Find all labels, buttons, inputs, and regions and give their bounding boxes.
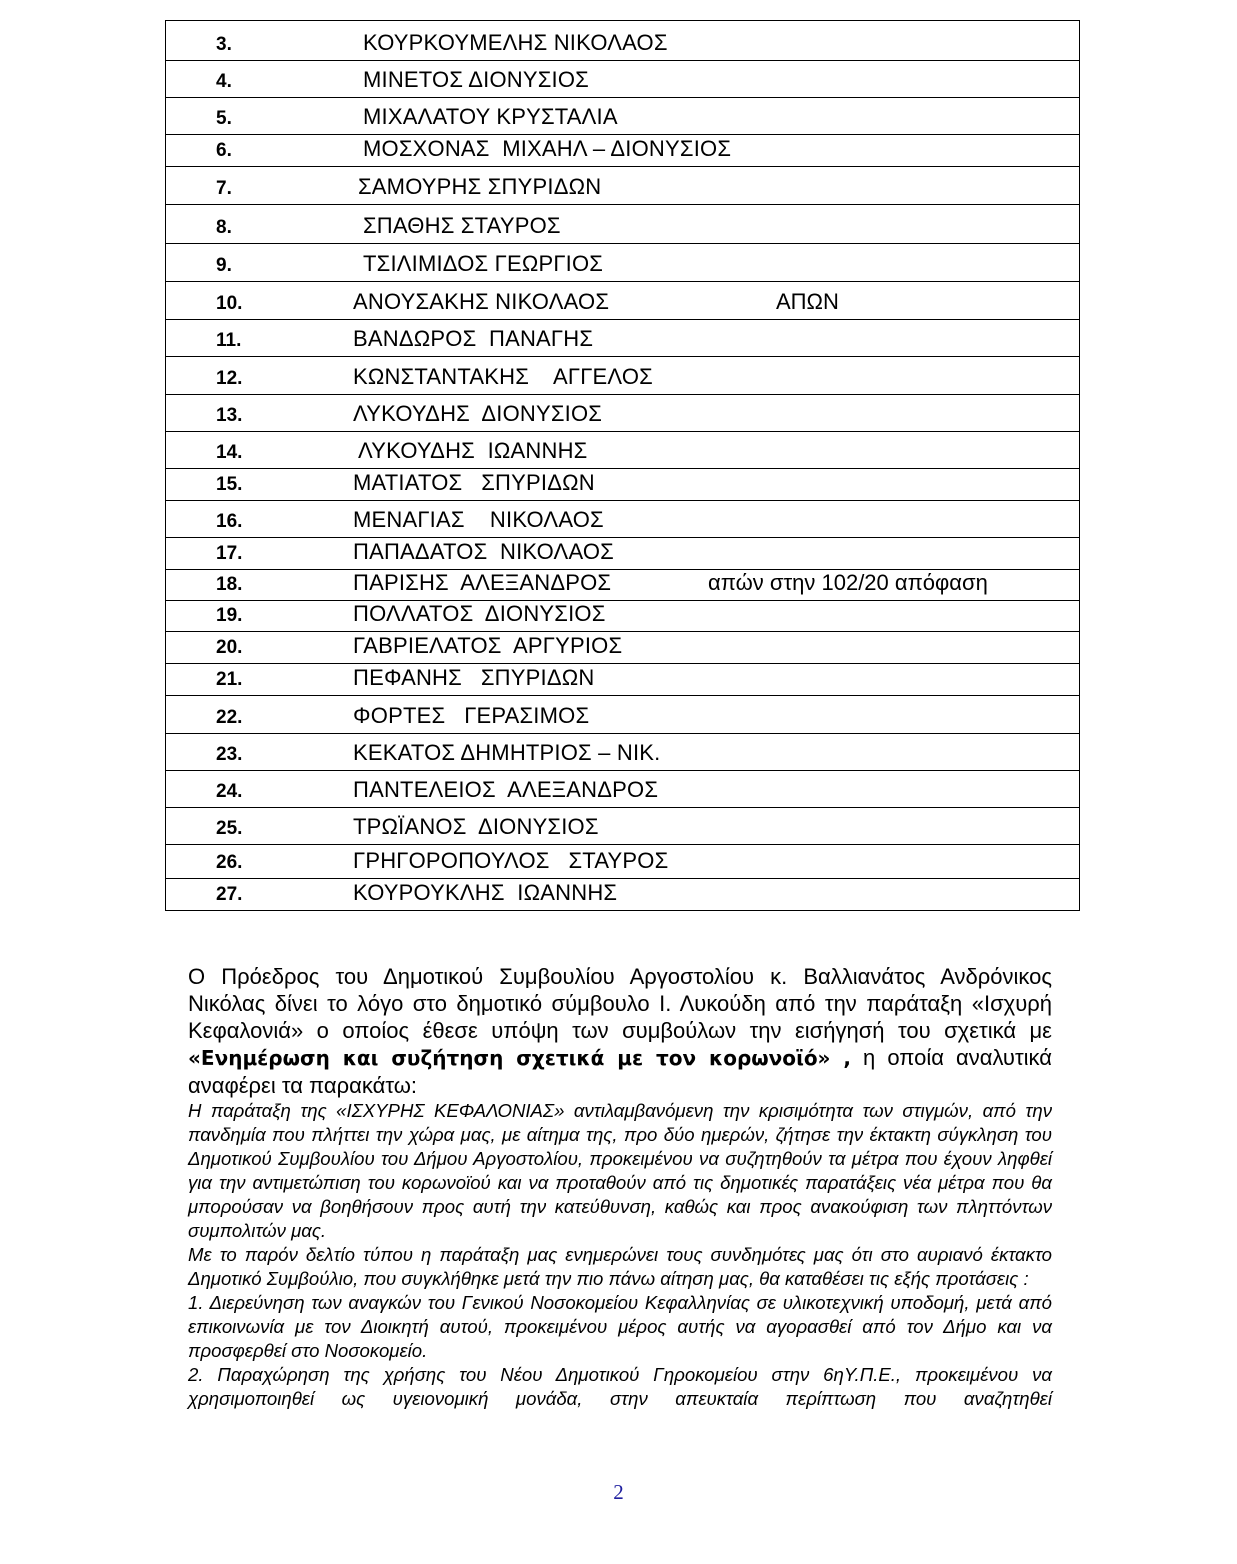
members-table — [165, 20, 1080, 911]
table-row — [166, 733, 1079, 770]
row-number: 20. — [216, 637, 243, 658]
table-row — [166, 807, 1079, 844]
row-number: 10. — [216, 293, 243, 314]
row-number: 4. — [216, 71, 232, 92]
row-number: 16. — [216, 511, 243, 532]
table-row — [166, 770, 1079, 807]
member-name: ΜΟΣΧΟΝΑΣ ΜΙΧΑΗΛ – ΔΙΟΝΥΣΙΟΣ — [363, 136, 732, 161]
table-row — [166, 21, 1079, 60]
member-name: ΚΕΚΑΤΟΣ ΔΗΜΗΤΡΙΟΣ – ΝΙΚ. — [353, 740, 661, 765]
table-row — [166, 431, 1079, 468]
member-name: ΛΥΚΟΥΔΗΣ ΙΩΑΝΝΗΣ — [358, 438, 588, 463]
member-name: ΠΑΝΤΕΛΕΙΟΣ ΑΛΕΞΑΝΔΡΟΣ — [353, 777, 659, 802]
row-number: 7. — [216, 178, 232, 199]
table-row — [166, 97, 1079, 134]
member-name: ΜΕΝΑΓΙΑΣ ΝΙΚΟΛΑΟΣ — [353, 507, 604, 532]
member-name: ΚΩΝΣΤΑΝΤΑΚΗΣ ΑΓΓΕΛΟΣ — [353, 364, 653, 389]
row-number: 19. — [216, 605, 243, 626]
page-number: 2 — [613, 1480, 624, 1504]
table-row — [166, 695, 1079, 733]
table-row — [166, 319, 1079, 356]
table-row — [166, 356, 1079, 394]
member-name: ΜΙΧΑΛΑΤΟΥ ΚΡΥΣΤΑΛΙΑ — [363, 104, 618, 129]
member-name: ΠΕΦΑΝΗΣ ΣΠΥΡΙΔΩΝ — [353, 665, 595, 690]
row-number: 27. — [216, 884, 243, 905]
table-row — [166, 631, 1079, 663]
member-name: ΤΡΩΪΑΝΟΣ ΔΙΟΝΥΣΙΟΣ — [353, 814, 599, 839]
table-row — [166, 60, 1079, 97]
row-number: 9. — [216, 255, 232, 276]
member-name: ΦΟΡΤΕΣ ΓΕΡΑΣΙΜΟΣ — [353, 703, 590, 728]
attendance-note: ΑΠΩΝ — [776, 289, 839, 314]
proposal-1: 1. Διερεύνηση των αναγκών του Γενικού Νοσοκομείου Κεφαλληνίας σε υλικοτεχνική υποδομή, μετά από επικοινωνία με τον Διοικητή αυτού, προκειμένου μέρος αυτής να αγορασθεί από τον Δήμο και να προσφερθεί στο Νοσοκομείο. — [188, 1292, 1052, 1361]
member-name: ΠΑΡΙΣΗΣ ΑΛΕΞΑΝΔΡΟΣ — [353, 570, 612, 595]
member-name: ΒΑΝΔΩΡΟΣ ΠΑΝΑΓΗΣ — [353, 326, 594, 351]
table-row — [166, 166, 1079, 204]
row-number: 14. — [216, 442, 243, 463]
intro-text-after: η οποία αναλυτικά αναφέρει τα παρακάτω: — [188, 1045, 1052, 1098]
member-name: ΠΑΠΑΔΑΤΟΣ ΝΙΚΟΛΑΟΣ — [353, 539, 614, 564]
body-text — [188, 963, 1052, 1411]
row-number: 26. — [216, 852, 243, 873]
row-number: 11. — [216, 330, 242, 351]
table-row — [166, 394, 1079, 431]
member-name: ΚΟΥΡΚΟΥΜΕΛΗΣ ΝΙΚΟΛΑΟΣ — [363, 30, 668, 55]
table-row — [166, 500, 1079, 537]
row-number: 18. — [216, 574, 243, 595]
row-number: 12. — [216, 368, 243, 389]
row-number: 23. — [216, 744, 243, 765]
table-row — [166, 569, 1079, 600]
attendance-note: απών στην 102/20 απόφαση — [708, 570, 988, 595]
table-row — [166, 537, 1079, 569]
member-name: ΚΟΥΡΟΥΚΛΗΣ ΙΩΑΝΝΗΣ — [353, 880, 618, 905]
member-name: ΣΠΑΘΗΣ ΣΤΑΥΡΟΣ — [363, 213, 561, 238]
table-row — [166, 204, 1079, 243]
member-name: ΜΙΝΕΤΟΣ ΔΙΟΝΥΣΙΟΣ — [363, 67, 589, 92]
table-row — [166, 468, 1079, 500]
row-number: 5. — [216, 108, 232, 129]
member-name: ΓΑΒΡΙΕΛΑΤΟΣ ΑΡΓΥΡΙΟΣ — [353, 633, 623, 658]
row-number: 13. — [216, 405, 243, 426]
member-name: ΤΣΙΛΙΜΙΔΟΣ ΓΕΩΡΓΙΟΣ — [363, 251, 604, 276]
row-number: 15. — [216, 474, 243, 495]
row-number: 3. — [216, 34, 232, 55]
row-number: 22. — [216, 707, 243, 728]
member-name: ΜΑΤΙΑΤΟΣ ΣΠΥΡΙΔΩΝ — [353, 470, 595, 495]
row-number: 24. — [216, 781, 243, 802]
row-number: 17. — [216, 543, 243, 564]
member-name: ΛΥΚΟΥΔΗΣ ΔΙΟΝΥΣΙΟΣ — [353, 401, 603, 426]
statement-paragraph: Η παράταξη της «ΙΣΧΥΡΗΣ ΚΕΦΑΛΟΝΙΑΣ» αντιλαμβανόμενη την κρισιμότητα των στιγμών, από την πανδημία που πλήττει την χώρα μας, με αίτημα της, προ δύο ημερών, ζήτησε την έκτακτη σύγκληση του Δημοτικού Συμβουλίου του Δήμου Αργοστολίου, προκειμένου να συζητηθούν τα μέτρα που έχουν ληφθεί για την αντιμετώπιση του κορωνοϊού και να προταθούν από τις δημοτικές παρατάξεις νέα μέτρα που θα μπορούσαν να βοηθήσουν προς αυτή την κατεύθυνση, καθώς και προς ανακούφιση των πληττόντων συμπολιτών μας. — [188, 1100, 1052, 1241]
row-number: 25. — [216, 818, 243, 839]
member-name: ΓΡΗΓΟΡΟΠΟΥΛΟΣ ΣΤΑΥΡΟΣ — [353, 848, 669, 873]
table-row — [166, 663, 1079, 695]
row-number: 6. — [216, 140, 232, 161]
table-row — [166, 281, 1079, 319]
table-row — [166, 600, 1079, 631]
intro-text-before: Ο Πρόεδρος του Δημοτικού Συμβουλίου Αργοστολίου κ. Βαλλιανάτος Ανδρόνικος Νικόλας δίνει το λόγο στο δημοτικό σύμβουλο Ι. Λυκούδη από την παράταξη «Ισχυρή Κεφαλονιά» ο οποίος έθεσε υπόψη των συμβούλων την εισήγησή του σχετικά με — [188, 964, 1052, 1043]
member-name: ΑΝΟΥΣΑΚΗΣ ΝΙΚΟΛΑΟΣ — [353, 289, 610, 314]
intro-bold-title: «Ενημέρωση και συζήτηση σχετικά με τον κορωνοϊό» , — [188, 1046, 851, 1070]
row-number: 8. — [216, 217, 232, 238]
intro-paragraph — [188, 963, 1052, 1099]
proposal-2: 2. Παραχώρηση της χρήσης του Νέου Δημοτικού Γηροκομείου στην 6ηΥ.Π.Ε., προκειμένου να χρησιμοποιηθεί ως υγειονομική μονάδα, στην απευκταία περίπτωση που αναζητηθεί — [188, 1364, 1052, 1409]
table-row — [166, 844, 1079, 878]
table-row — [166, 134, 1079, 166]
member-name: ΣΑΜΟΥΡΗΣ ΣΠΥΡΙΔΩΝ — [358, 174, 602, 199]
press-release-paragraph: Με το παρόν δελτίο τύπου η παράταξη μας ενημερώνει τους συνδημότες μας ότι στο αυριανό έκτακτο Δημοτικό Συμβούλιο, που συγκλήθηκε μετά την πιο πάνω αίτηση μας, θα καταθέσει τις εξής προτάσεις : — [188, 1244, 1052, 1289]
member-name: ΠΟΛΛΑΤΟΣ ΔΙΟΝΥΣΙΟΣ — [353, 601, 606, 626]
table-row — [166, 878, 1079, 910]
row-number: 21. — [216, 669, 243, 690]
table-row — [166, 243, 1079, 281]
